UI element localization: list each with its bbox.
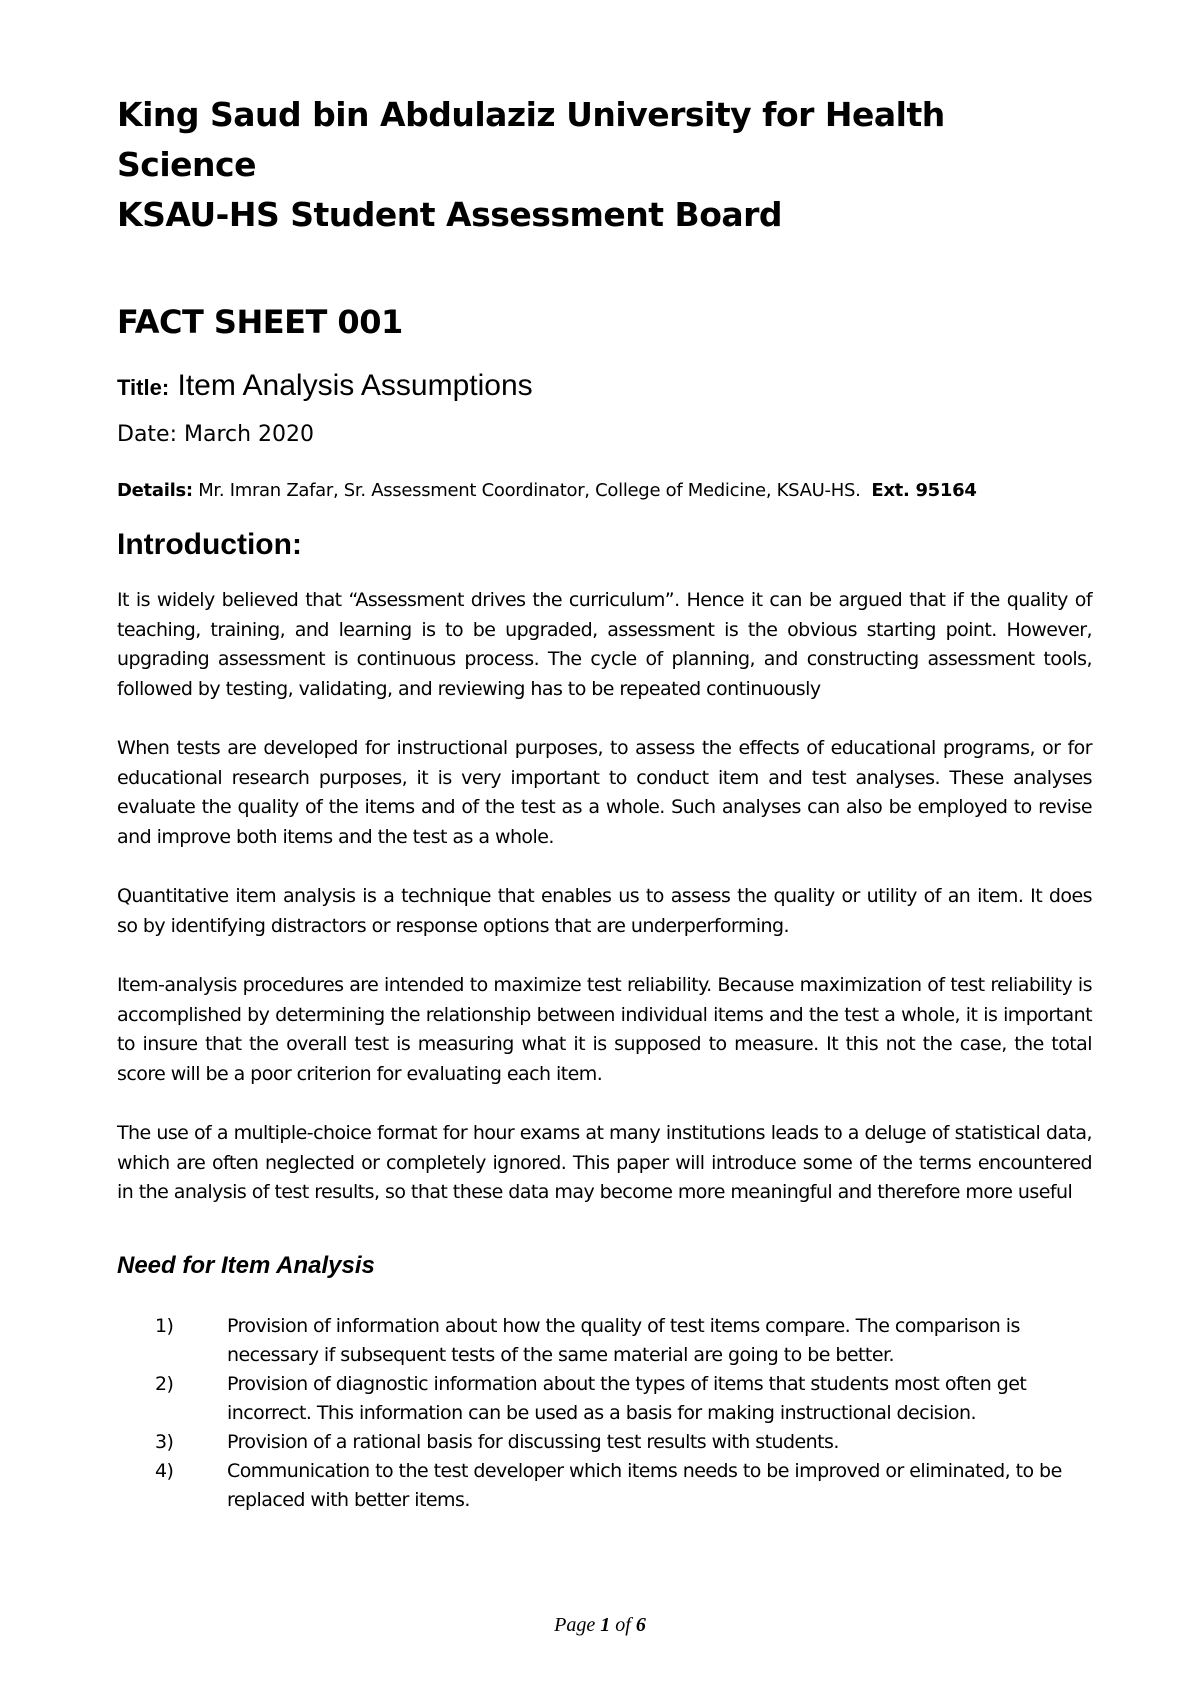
list-item-number: 4) <box>155 1459 174 1482</box>
details-ext: Ext. 95164 <box>871 480 977 501</box>
footer-page-word: Page <box>554 1614 596 1636</box>
details-text: Mr. Imran Zafar, Sr. Assessment Coordinator, College of Medicine, KSAU-HS. <box>198 480 861 501</box>
title-label: Title: <box>117 375 170 400</box>
intro-paragraph: Item-analysis procedures are intended to maximize test reliability. Because maximization of test reliability is accomplished by determining the relationship between individual items and the test a whole, it is important to insure that the overall test is measuring what it is supposed to measure. It this not the case, the total score will be a poor criterion for evaluating each item. <box>117 974 1092 1085</box>
need-list <box>117 1312 1092 1515</box>
list-item <box>117 1428 1092 1457</box>
footer-page-total: 6 <box>635 1614 646 1636</box>
list-item-text: Provision of a rational basis for discussing test results with students. <box>227 1430 839 1453</box>
list-item-number: 2) <box>155 1372 174 1395</box>
list-item <box>117 1457 1092 1515</box>
list-item-text: Provision of information about how the quality of test items compare. The comparison is necessary if subsequent tests of the same material are going to be better. <box>227 1314 1020 1366</box>
title-value: Item Analysis Assumptions <box>177 369 533 402</box>
fact-sheet-number: FACT SHEET 001 <box>117 303 403 341</box>
intro-paragraph: When tests are developed for instructional purposes, to assess the effects of educational programs, or for educational research purposes, it is very important to conduct item and test analyses. These analyses evaluate the quality of the items and of the test as a whole. Such analyses can also be employed to revise and improve both items and the test as a whole. <box>117 737 1092 848</box>
list-item <box>117 1370 1092 1428</box>
board-name: KSAU-HS Student Assessment Board <box>117 195 783 234</box>
document-page <box>117 90 1092 1515</box>
introduction-heading: Introduction: <box>117 528 302 561</box>
intro-paragraph: The use of a multiple-choice format for hour exams at many institutions leads to a deluge of statistical data, which are often neglected or completely ignored. This paper will introduce some of the terms encountered in the analysis of test results, so that these data may become more meaningful and therefore more useful <box>117 1122 1092 1203</box>
intro-paragraph: It is widely believed that “Assessment drives the curriculum”. Hence it can be argued that if the quality of teaching, training, and learning is to be upgraded, assessment is the obvious starting point. However, upgrading assessment is continuous process. The cycle of planning, and constructing assessment tools, followed by testing, validating, and reviewing has to be repeated continuously <box>117 589 1092 700</box>
list-item <box>117 1312 1092 1370</box>
list-item-text: Communication to the test developer which items needs to be improved or eliminated, to be replaced with better items. <box>227 1459 1062 1511</box>
list-item-text: Provision of diagnostic information about the types of items that students most often get incorrect. This information can be used as a basis for making instructional decision. <box>227 1372 1027 1424</box>
footer-page-number: 1 <box>600 1614 611 1636</box>
intro-paragraph: Quantitative item analysis is a technique that enables us to assess the quality or utility of an item. It does so by identifying distractors or response options that are underperforming. <box>117 885 1092 937</box>
list-item-number: 1) <box>155 1314 174 1337</box>
details-label: Details: <box>117 480 193 501</box>
university-name: King Saud bin Abdulaziz University for Health Science <box>117 95 945 184</box>
document-title <box>117 368 1092 406</box>
document-details <box>117 478 1092 504</box>
document-date: Date: March 2020 <box>117 422 315 447</box>
page-footer <box>0 1612 1200 1638</box>
need-heading: Need for Item Analysis <box>117 1251 375 1279</box>
list-item-number: 3) <box>155 1430 174 1453</box>
footer-of-word: of <box>615 1614 631 1636</box>
